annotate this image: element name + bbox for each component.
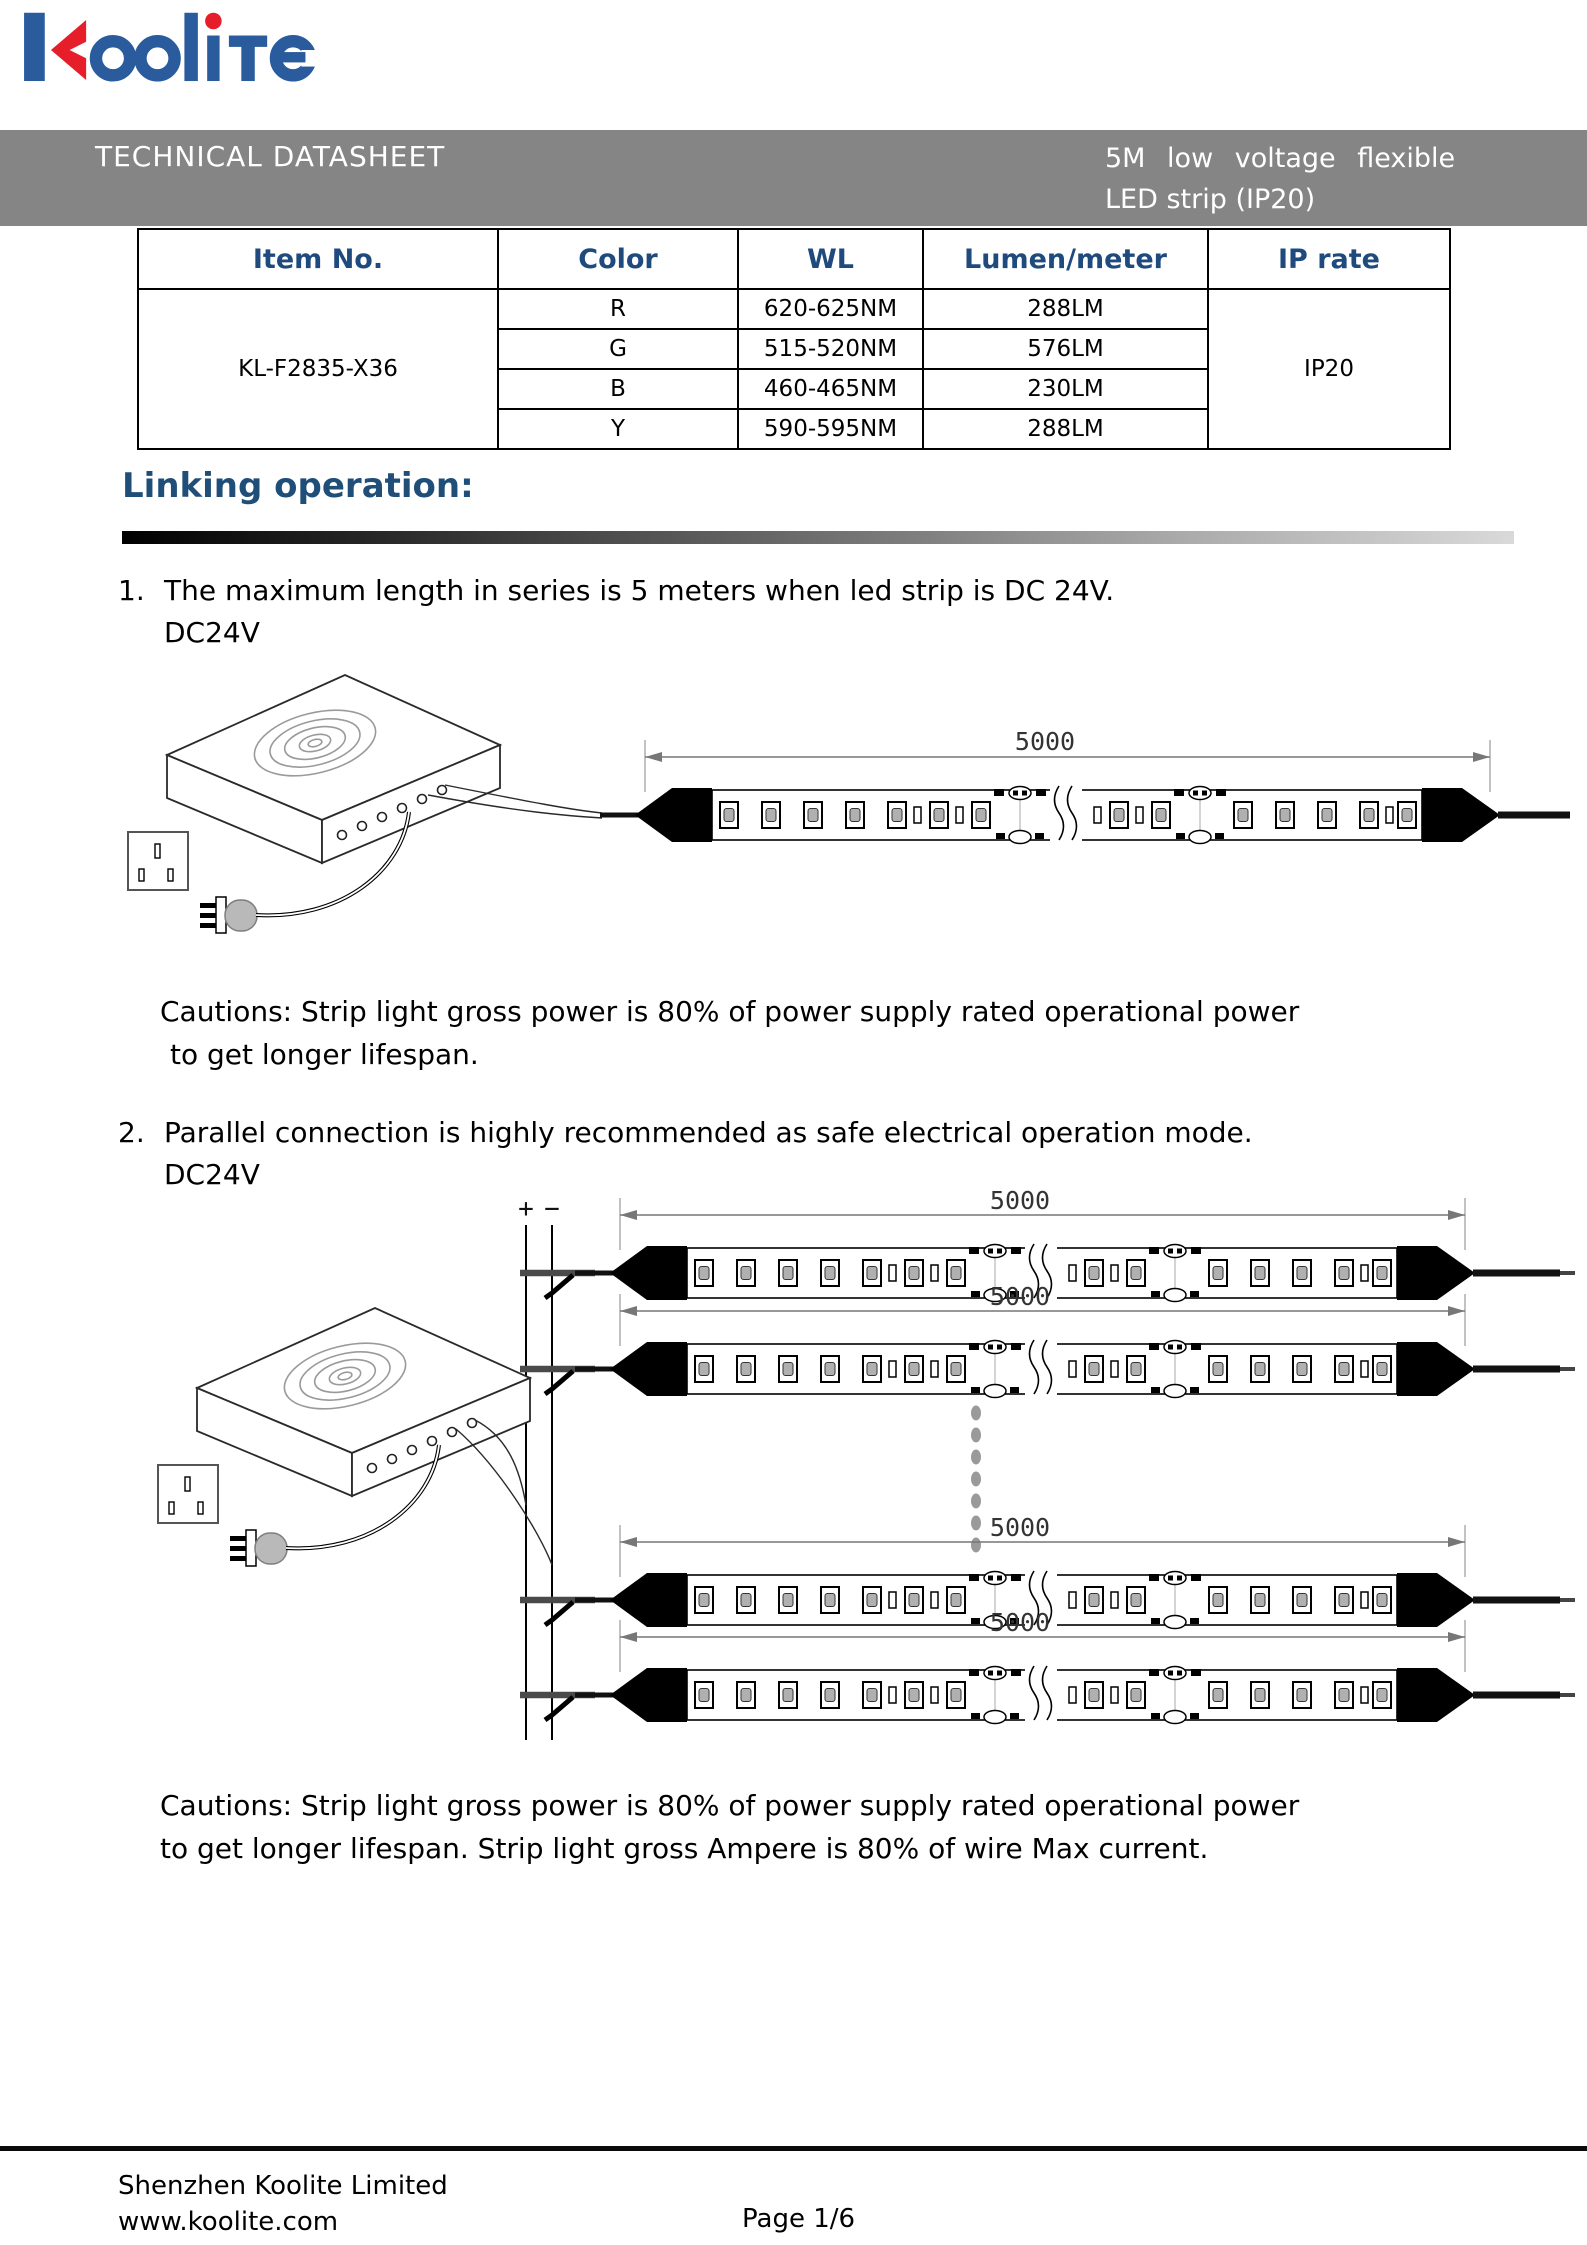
section-divider: [122, 531, 1514, 544]
led-strip: [575, 1525, 1575, 1629]
led-strip: [600, 740, 1570, 844]
color-cell: Y: [498, 409, 738, 449]
product-subtitle: [1105, 138, 1517, 220]
instruction-item-1: [118, 574, 1114, 607]
led-strip: [575, 1198, 1575, 1302]
koolite-logo: [22, 8, 322, 92]
lumen-cell: 288LM: [923, 289, 1208, 329]
page-number: Page 1/6: [742, 2204, 856, 2234]
caution-note-1: [160, 990, 1299, 1076]
power-supply-unit: [128, 675, 500, 933]
minus-bus-label: −: [544, 1194, 560, 1224]
col-header-color: Color: [498, 229, 738, 289]
dimension-label: 5000: [989, 1513, 1051, 1542]
caution-line: to get longer lifespan. Strip light gross Ampere is 80% of wire Max current.: [160, 1832, 1209, 1865]
footer-company-block: [118, 2168, 448, 2240]
bus-tap-wire: [545, 1602, 573, 1625]
plus-bus-label: +: [518, 1194, 534, 1224]
instruction-item-2: [118, 1116, 1253, 1149]
item-text: Parallel connection is highly recommended as safe electrical operation mode.: [164, 1116, 1253, 1149]
item-number: 1.: [118, 574, 145, 607]
dimension-label: 5000: [989, 1186, 1051, 1215]
item-text: The maximum length in series is 5 meters when led strip is DC 24V.: [164, 574, 1115, 607]
company-name: Shenzhen Koolite Limited: [118, 2171, 448, 2201]
caution-line: Cautions: Strip light gross power is 80% of power supply rated operational power: [160, 1789, 1300, 1822]
spec-table-header-row: [138, 229, 1450, 289]
color-cell: B: [498, 369, 738, 409]
dimension-label: 5000: [1014, 727, 1076, 756]
spec-table: [137, 228, 1451, 450]
series-connection-diagram: [110, 650, 1570, 972]
lumen-cell: 230LM: [923, 369, 1208, 409]
footer-divider: [0, 2146, 1587, 2151]
document-title: TECHNICAL DATASHEET: [95, 140, 446, 173]
item-number: 2.: [118, 1116, 145, 1149]
parallel-connection-diagram: [100, 1165, 1575, 1773]
voltage-label-2: DC24V: [164, 1158, 260, 1191]
section-heading: Linking operation:: [122, 466, 474, 506]
dimension-label: 5000: [989, 1608, 1051, 1637]
wl-cell: 590-595NM: [738, 409, 923, 449]
continuation-dots: [971, 1406, 981, 1553]
ip-rate-cell: IP20: [1208, 289, 1450, 449]
bus-tap-wire: [545, 1275, 573, 1298]
product-subtitle-line1: 5M low voltage flexible: [1105, 143, 1456, 174]
bus-tap-wire: [545, 1371, 573, 1394]
power-supply-unit: [158, 1308, 530, 1566]
company-website: www.koolite.com: [118, 2207, 339, 2237]
led-strip: [575, 1294, 1575, 1398]
color-cell: G: [498, 329, 738, 369]
lumen-cell: 288LM: [923, 409, 1208, 449]
led-strip: [575, 1620, 1575, 1724]
item-number-cell: KL-F2835-X36: [138, 289, 498, 449]
dimension-label: 5000: [989, 1282, 1051, 1311]
table-row: [138, 289, 1450, 329]
col-header-item-no: Item No.: [138, 229, 498, 289]
caution-line: Cautions: Strip light gross power is 80% of power supply rated operational power: [160, 995, 1300, 1028]
wl-cell: 620-625NM: [738, 289, 923, 329]
color-cell: R: [498, 289, 738, 329]
col-header-ip: IP rate: [1208, 229, 1450, 289]
col-header-lumen: Lumen/meter: [923, 229, 1208, 289]
psu-to-bus-wire: [456, 1429, 552, 1565]
voltage-label-1: DC24V: [164, 616, 260, 649]
wl-cell: 515-520NM: [738, 329, 923, 369]
header-band: [0, 130, 1587, 226]
bus-tap-wire: [545, 1697, 573, 1720]
caution-line: to get longer lifespan.: [170, 1038, 479, 1071]
product-subtitle-line2: LED strip (IP20): [1105, 184, 1316, 215]
lumen-cell: 576LM: [923, 329, 1208, 369]
col-header-wl: WL: [738, 229, 923, 289]
wl-cell: 460-465NM: [738, 369, 923, 409]
caution-note-2: [160, 1784, 1299, 1870]
